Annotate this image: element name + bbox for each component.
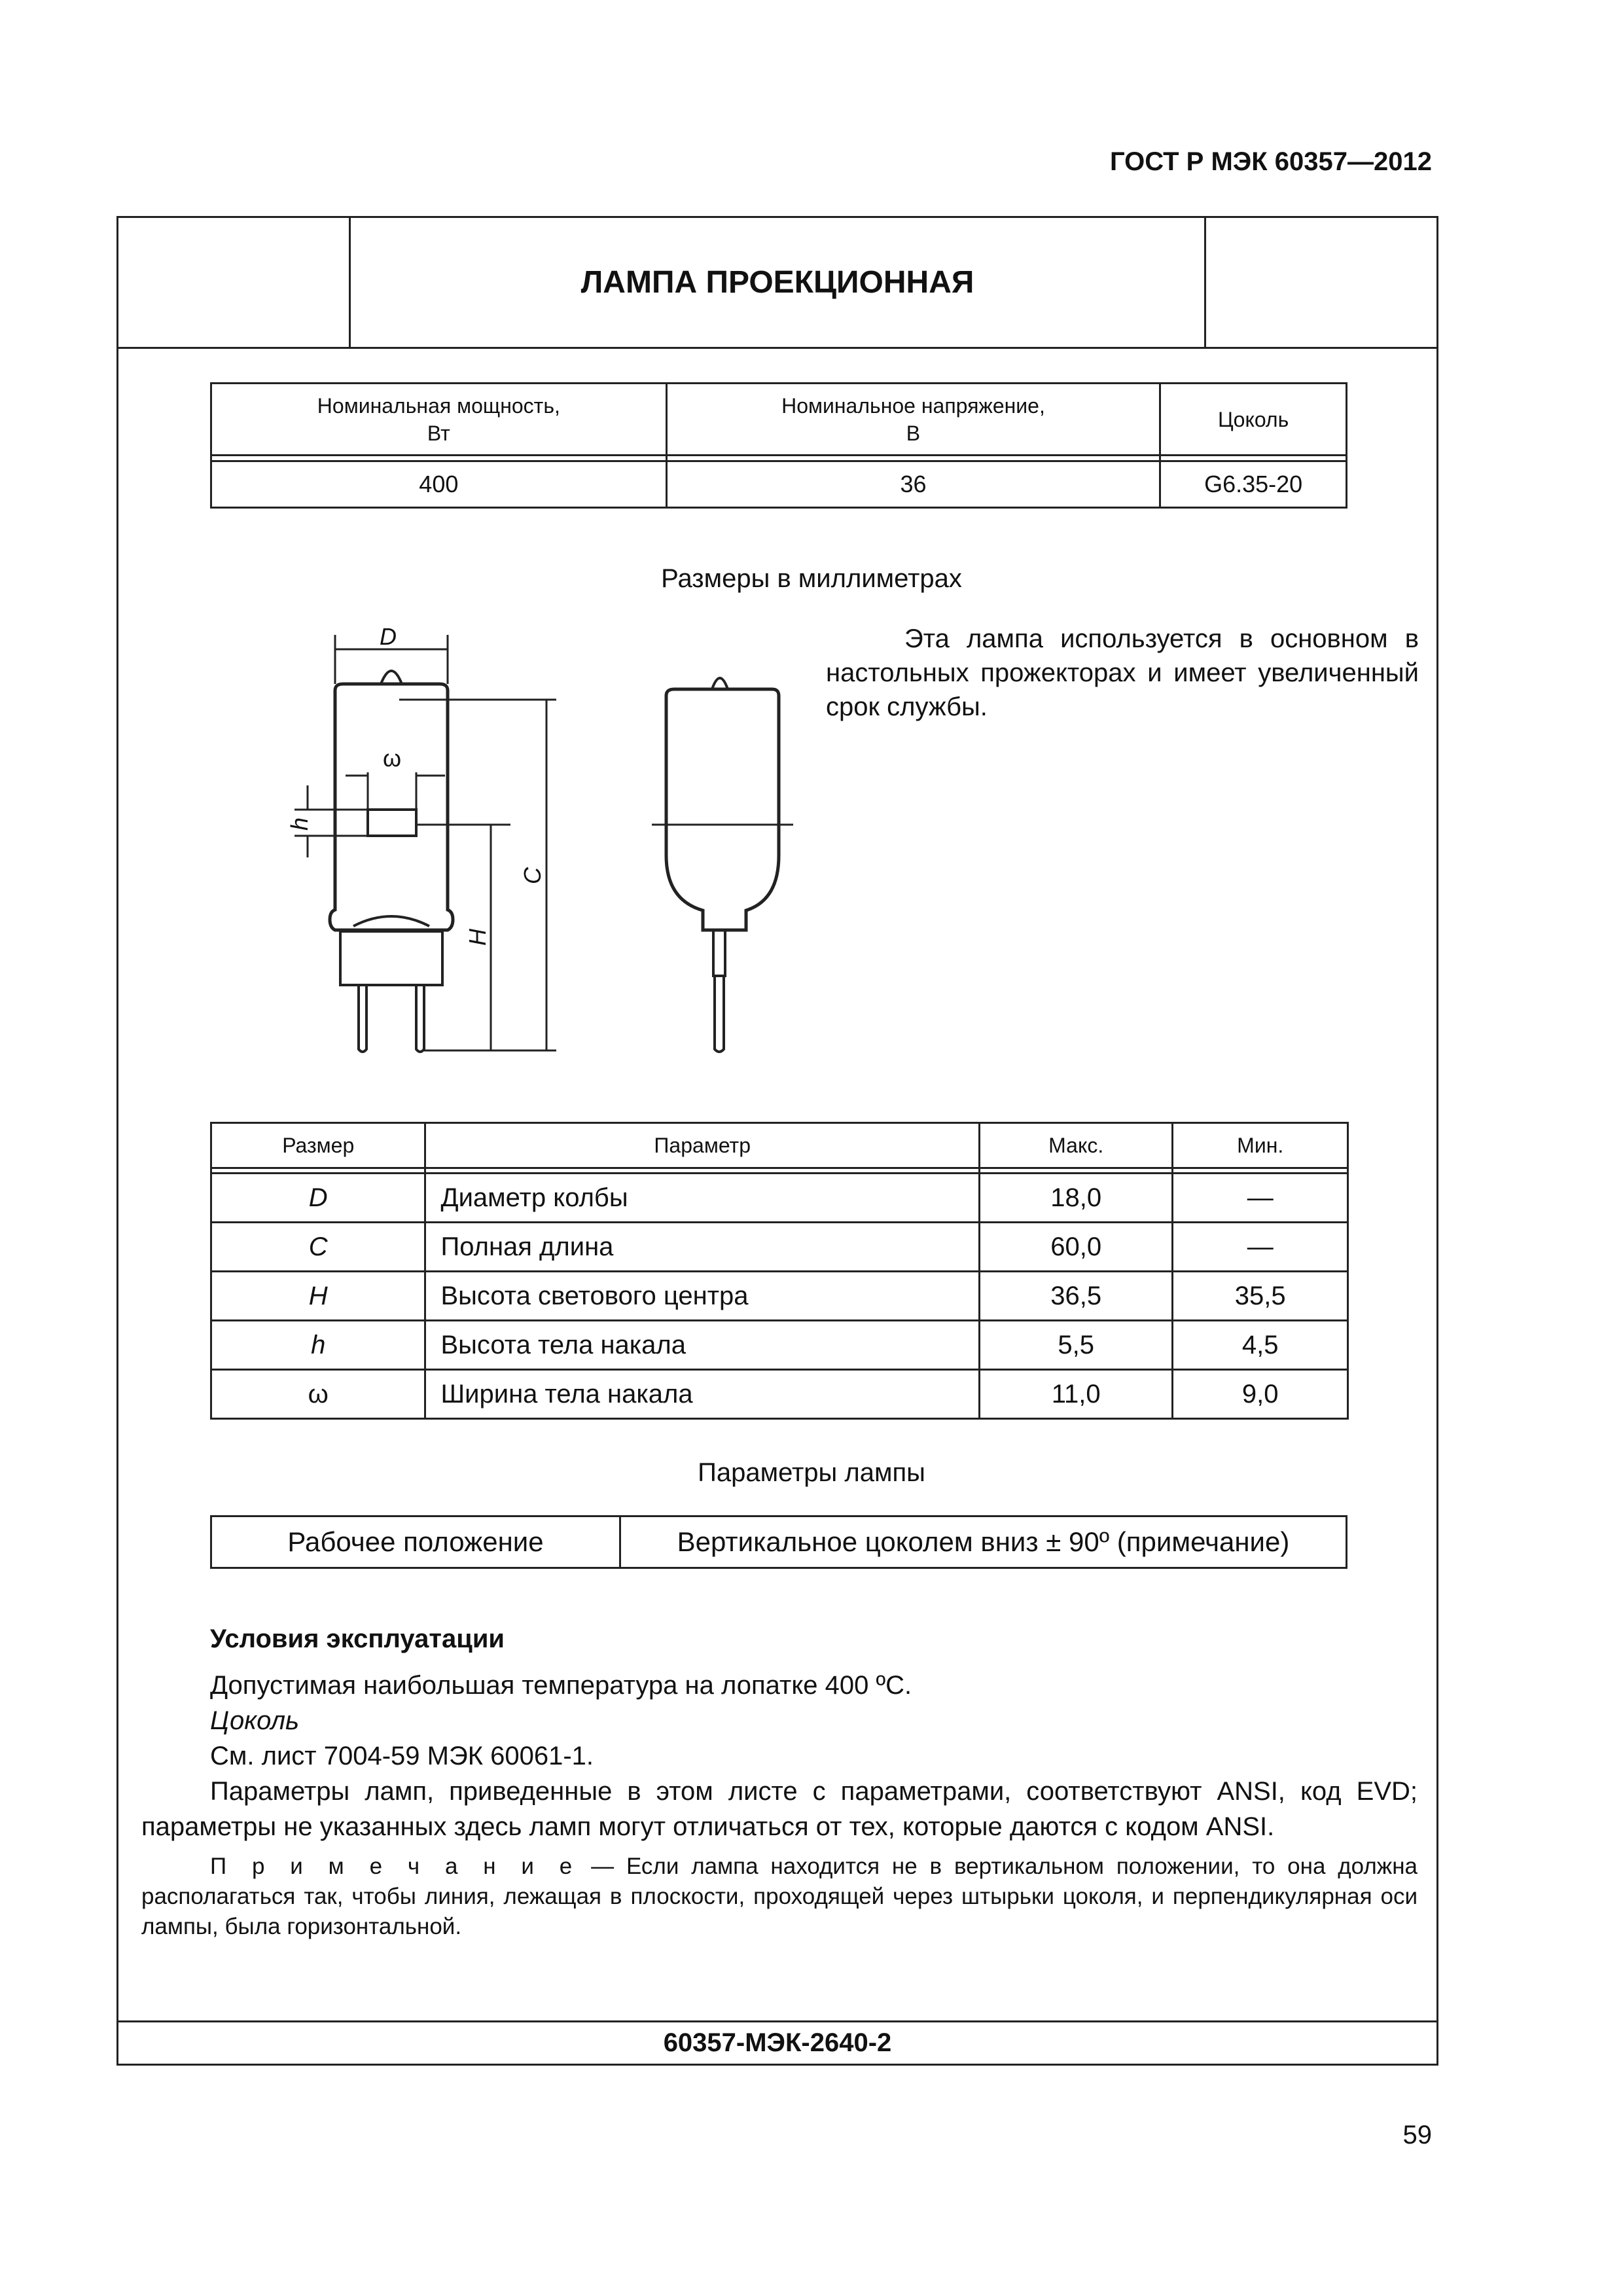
table-row: h Высота тела накала 5,5 4,5 — [211, 1321, 1348, 1370]
ansi-paragraph: Параметры ламп, приведенные в этом листе с параметрами, соответствуют ANSI, код EVD; параметры не указанных здесь ламп могут отличаться от тех, которые даются с кодом ANSI. — [141, 1777, 1418, 1841]
table-row: ω Ширина тела накала 11,0 9,0 — [211, 1370, 1348, 1419]
lamp-front-view — [330, 671, 453, 1052]
page-number: 59 — [1402, 2121, 1432, 2149]
dimensions-caption: Размеры в миллиметрах — [661, 564, 962, 593]
note-text: — Если лампа находится не в вертикальном положении, то она должна располагаться так, чтобы линия, лежащая в плоскости, проходящей через штырьки цоколя, и перпендикулярная оси лампы, была горизонтальной. — [141, 1854, 1418, 1939]
note-label: П р и м е ч а н и е — [210, 1854, 579, 1879]
header-voltage: Номинальное напряжение, В — [666, 384, 1160, 456]
ratings-table — [210, 382, 1347, 509]
operating-position-value: Вертикальное цоколем вниз ± 90º (примечание) — [620, 1516, 1347, 1568]
lamp-side-view — [652, 678, 793, 1052]
operating-position-label: Рабочее положение — [211, 1516, 620, 1568]
header-power: Номинальная мощность, Вт — [211, 384, 667, 456]
table-row: C Полная длина 60,0 — — [211, 1223, 1348, 1272]
col-size: Размер — [211, 1123, 425, 1168]
header-base: Цоколь — [1160, 384, 1347, 456]
label-h: h — [286, 817, 313, 831]
value-voltage: 36 — [666, 461, 1160, 508]
col-min: Мин. — [1173, 1123, 1348, 1168]
sheet-title: ЛАМПА ПРОЕКЦИОННАЯ — [349, 218, 1206, 347]
label-H: H — [464, 929, 491, 946]
lamp-drawing — [268, 623, 805, 1070]
lamp-params-caption: Параметры лампы — [698, 1458, 925, 1487]
standard-header: ГОСТ Р МЭК 60357—2012 — [1109, 147, 1432, 176]
sheet-number: 60357-МЭК-2640-2 — [118, 2020, 1436, 2064]
value-power: 400 — [211, 461, 667, 508]
temperature-text: Допустимая наибольшая температура на лопатке 400 ºС. — [210, 1671, 912, 1700]
base-heading: Цоколь — [210, 1706, 300, 1735]
label-omega: ω — [383, 745, 402, 772]
conditions-title: Условия эксплуатации — [210, 1624, 505, 1653]
lamp-description: Эта лампа используется в основном в настольных прожекторах и имеет увеличенный срок службы. — [826, 624, 1419, 721]
col-max: Макс. — [979, 1123, 1172, 1168]
base-reference: См. лист 7004-59 МЭК 60061-1. — [210, 1742, 594, 1770]
label-C: C — [519, 867, 546, 884]
label-D: D — [380, 623, 397, 650]
dimensions-table — [210, 1122, 1349, 1420]
table-row: D Диаметр колбы 18,0 — — [211, 1174, 1348, 1223]
table-row: H Высота светового центра 36,5 35,5 — [211, 1272, 1348, 1321]
col-parameter: Параметр — [425, 1123, 979, 1168]
lamp-params-table — [210, 1515, 1347, 1569]
footnote — [141, 1852, 1418, 1942]
value-base: G6.35-20 — [1160, 461, 1347, 508]
